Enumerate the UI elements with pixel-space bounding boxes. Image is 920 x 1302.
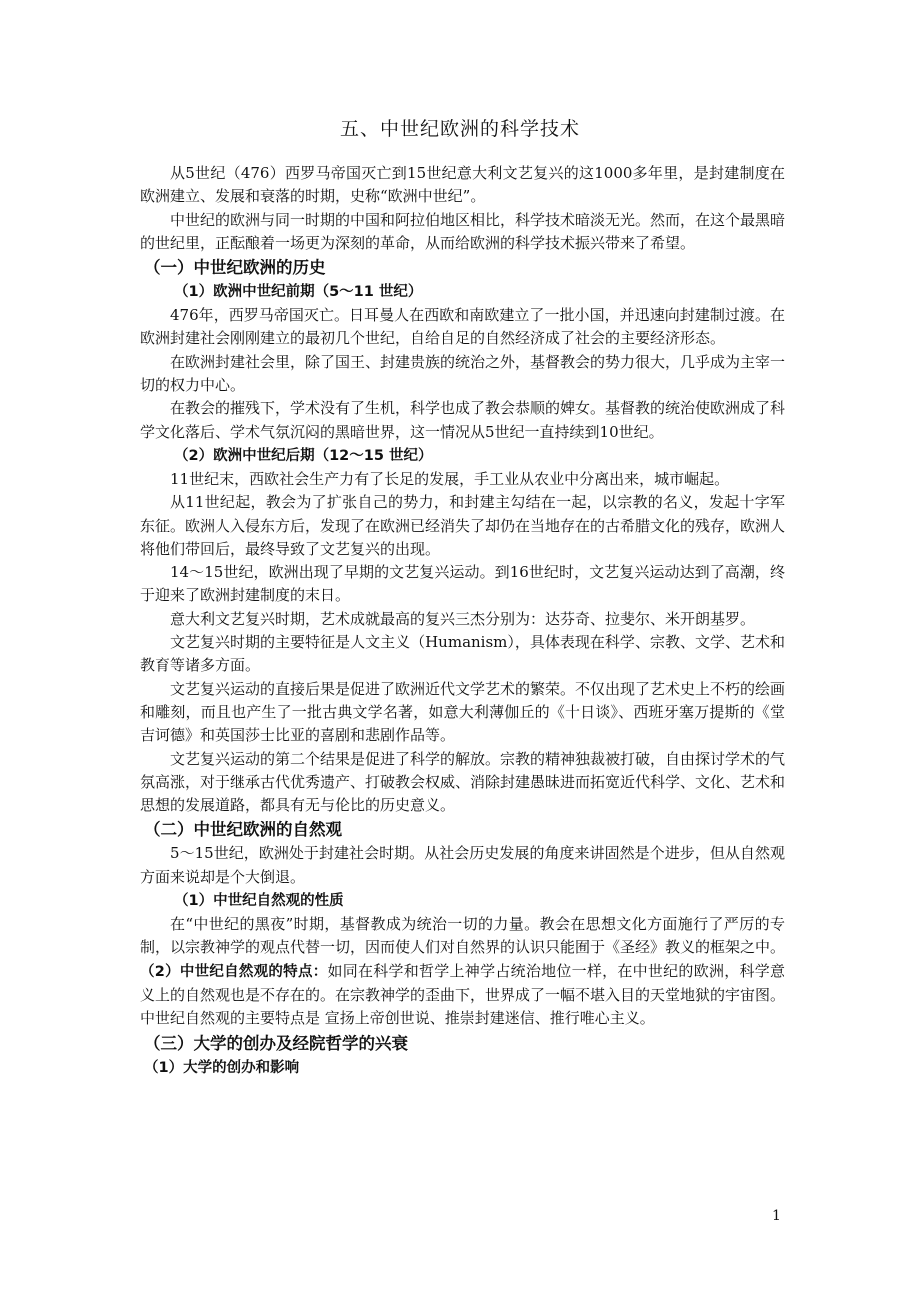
section-3-sub-1-heading: （1）大学的创办和影响	[144, 1059, 300, 1076]
paragraph: 5～15世纪，欧洲处于封建社会时期。从社会历史发展的角度来讲固然是个进步，但从自然观方面来说却是个大倒退。	[140, 844, 785, 886]
paragraph: 在欧洲封建社会里，除了国王、封建贵族的统治之外，基督教会的势力很大，几乎成为主宰一切的权力中心。	[140, 352, 786, 395]
section-2-sub-2-text: 如同在科学和哲学上神学占统治地位一样，在中世纪的欧洲，科学意义上的自然观也是不存在的。在宗教神学的歪曲下，世界成了一幅不堪入目的天堂地狱的宇宙图。中世纪自然观的主要特点是 宣扬上帝创世说、推崇封建迷信、推行唯心主义。	[140, 961, 786, 1028]
paragraph: 文艺复兴运动的第二个结果是促进了科学的解放。宗教的精神独裁被打破，自由探讨学术的气氛高涨，对于继承古代优秀遗产、打破教会权威、消除封建愚昧进而拓宽近代科学、文化、艺术和思想的发展道路，都具有无与伦比的历史意义。	[140, 749, 786, 815]
section-2-sub-2-label: （2）中世纪自然观的特点：	[140, 963, 328, 980]
paragraph: 文艺复兴时期的主要特征是人文主义（Humanism），具体表现在科学、宗教、文学、艺术和教育等诸多方面。	[140, 633, 785, 675]
section-1-sub-1-heading: （1）欧洲中世纪前期（5～11 世纪）	[174, 284, 423, 301]
page-title: 五、中世纪欧洲的科学技术	[339, 118, 580, 140]
section-2-sub-2-paragraph	[140, 960, 785, 1031]
paragraph: 从11世纪起，教会为了扩张自己的势力，和封建主勾结在一起，以宗教的名义，发起十字军东征。欧洲人入侵东方后，发现了在欧洲已经消失了却仍在当地存在的古希腊文化的残存，欧洲人将他们带回后，最终导致了文艺复兴的出现。	[140, 493, 786, 558]
paragraph: 14～15世纪，欧洲出现了早期的文艺复兴运动。到16世纪时，文艺复兴运动达到了高潮，终于迎来了欧洲封建制度的末日。	[140, 563, 785, 605]
paragraph: 在“中世纪的黑夜”时期，基督教成为统治一切的力量。教会在思想文化方面施行了严厉的专制，以宗教神学的观点代替一切，因而使人们对自然界的认识只能囿于《圣经》教义的框架之中。	[140, 915, 786, 957]
intro-paragraph-2: 中世纪的欧洲与同一时期的中国和阿拉伯地区相比，科学技术暗淡无光。然而，在这个最黑暗的世纪里，正酝酿着一场更为深刻的革命，从而给欧洲的科学技术振兴带来了希望。	[140, 210, 786, 252]
section-1-heading: （一）中世纪欧洲的历史	[144, 258, 326, 278]
page-number: 1	[772, 1208, 781, 1224]
intro-paragraph-1: 从5世纪（476）西罗马帝国灭亡到15世纪意大利文艺复兴的这1000多年里，是封建制度在欧洲建立、发展和衰落的时期，史称“欧洲中世纪”。	[140, 164, 785, 206]
paragraph: 文艺复兴运动的直接后果是促进了欧洲近代文学艺术的繁荣。不仅出现了艺术史上不朽的绘画和雕刻，而且也产生了一批古典文学名著，如意大利薄伽丘的《十日谈》、西班牙塞万提斯的《堂吉诃德》和英国莎士比亚的喜剧和悲剧作品等。	[140, 679, 786, 745]
section-2-heading: （二）中世纪欧洲的自然观	[144, 820, 342, 840]
paragraph: 在教会的摧残下，学术没有了生机，科学也成了教会恭顺的婢女。基督教的统治使欧洲成了科学文化落后、学术气氛沉闷的黑暗世界，这一情况从5世纪一直持续到10世纪。	[140, 399, 786, 441]
paragraph: 476年，西罗马帝国灭亡。日耳曼人在西欧和南欧建立了一批小国，并迅速向封建制过渡。在欧洲封建社会刚刚建立的最初几个世纪，自给自足的自然经济成了社会的主要经济形态。	[140, 306, 785, 348]
section-1-sub-2-heading: （2）欧洲中世纪后期（12～15 世纪）	[174, 447, 433, 464]
section-3-heading: （三）大学的创办及经院哲学的兴衰	[144, 1033, 408, 1053]
paragraph: 11世纪末，西欧社会生产力有了长足的发展，手工业从农业中分离出来，城市崛起。	[170, 469, 730, 488]
paragraph: 意大利文艺复兴时期，艺术成就最高的复兴三杰分别为：达芬奇、拉斐尔、米开朗基罗。	[170, 609, 756, 628]
document-body	[140, 162, 785, 1080]
section-2-sub-1-heading: （1）中世纪自然观的性质	[174, 893, 344, 910]
